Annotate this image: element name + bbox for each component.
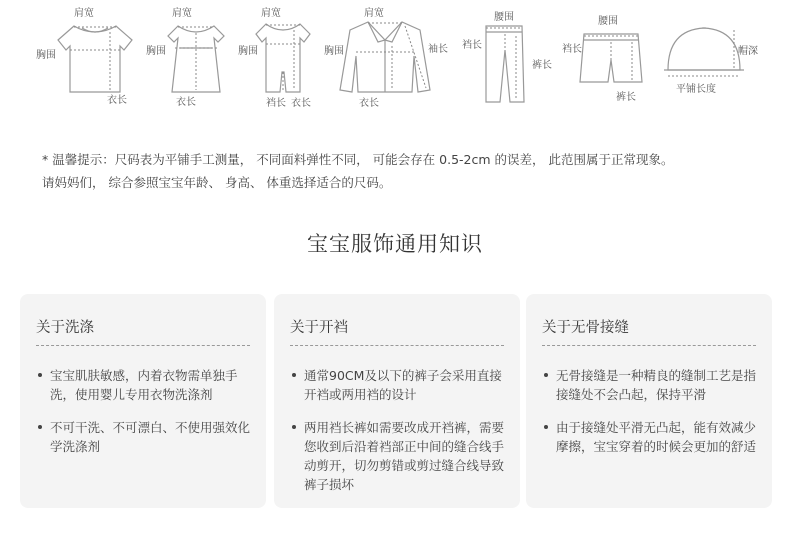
romper-shoulder-label: 肩宽 bbox=[261, 8, 281, 19]
list-item: 宝宝肌肤敏感，内着衣物需单独手洗，使用婴儿专用衣物洗涤剂 bbox=[36, 366, 256, 404]
card-open-crotch bbox=[274, 294, 520, 508]
card-seamless bbox=[526, 294, 772, 508]
note-line-2: 请妈妈们， 综合参照宝宝年龄、 身高、 体重选择适合的尺码。 bbox=[42, 175, 392, 190]
romper-length-label: 衣长 bbox=[291, 98, 311, 109]
jacket-length-label: 衣长 bbox=[359, 98, 379, 109]
romper-crotch-label: 裆长 bbox=[266, 98, 286, 109]
card-title: 关于开裆 bbox=[290, 316, 504, 346]
card-washing bbox=[20, 294, 266, 508]
card-list bbox=[542, 366, 762, 470]
hat-diagram bbox=[664, 28, 744, 70]
dress-shoulder-label: 肩宽 bbox=[172, 8, 192, 19]
tshirt-chest-label: 胸围 bbox=[36, 50, 56, 61]
list-item: 由于接缝处平滑无凸起，能有效减少摩擦，宝宝穿着的时候会更加的舒适 bbox=[542, 418, 762, 456]
note-line-1: * 温馨提示：尺码表为平铺手工测量， 不同面料弹性不同， 可能会存在 0.5-2cm 的误差， 此范围属于正常现象。 bbox=[42, 152, 674, 167]
jacket-shoulder-label: 肩宽 bbox=[364, 8, 384, 19]
jacket-diagram bbox=[340, 22, 430, 92]
dress-chest-label: 胸围 bbox=[146, 46, 166, 57]
jacket-sleeve-label: 袖长 bbox=[428, 44, 448, 55]
romper-chest-label: 胸围 bbox=[238, 46, 258, 57]
hat-depth-label: 帽深 bbox=[738, 46, 758, 57]
list-item: 两用裆长裤如需要改成开裆裤，需要您收到后沿着裆部正中间的缝合线手动剪开，切勿剪错或剪过缝合线导致裤子损坏 bbox=[290, 418, 510, 494]
shorts-crotch-label: 裆长 bbox=[562, 44, 582, 55]
card-list bbox=[290, 366, 510, 508]
tshirt-diagram bbox=[58, 26, 132, 92]
dress-length-label: 衣长 bbox=[176, 97, 196, 108]
size-diagrams bbox=[0, 0, 790, 120]
card-list bbox=[36, 366, 256, 470]
size-note bbox=[42, 148, 772, 194]
pants-length-label: 裤长 bbox=[532, 60, 552, 71]
tshirt-shoulder-label: 肩宽 bbox=[74, 8, 94, 19]
hat-length-label: 平铺长度 bbox=[676, 84, 716, 95]
card-title: 关于无骨接缝 bbox=[542, 316, 756, 346]
card-title: 关于洗涤 bbox=[36, 316, 250, 346]
shorts-waist-label: 腰围 bbox=[598, 16, 618, 27]
shorts-length-label: 裤长 bbox=[616, 92, 636, 103]
pants-waist-label: 腰围 bbox=[494, 12, 514, 23]
list-item: 无骨接缝是一种精良的缝制工艺是指接缝处不会凸起，保持平滑 bbox=[542, 366, 762, 404]
long-pants-diagram bbox=[486, 26, 524, 102]
section-title: 宝宝服饰通用知识 bbox=[307, 232, 483, 256]
list-item: 不可干洗、不可漂白、不使用强效化学洗涤剂 bbox=[36, 418, 256, 456]
list-item: 通常90CM及以下的裤子会采用直接开裆或两用裆的设计 bbox=[290, 366, 510, 404]
tshirt-length-label: 衣长 bbox=[107, 95, 127, 106]
pants-crotch-label: 裆长 bbox=[462, 40, 482, 51]
jacket-chest-label: 胸围 bbox=[324, 46, 344, 57]
